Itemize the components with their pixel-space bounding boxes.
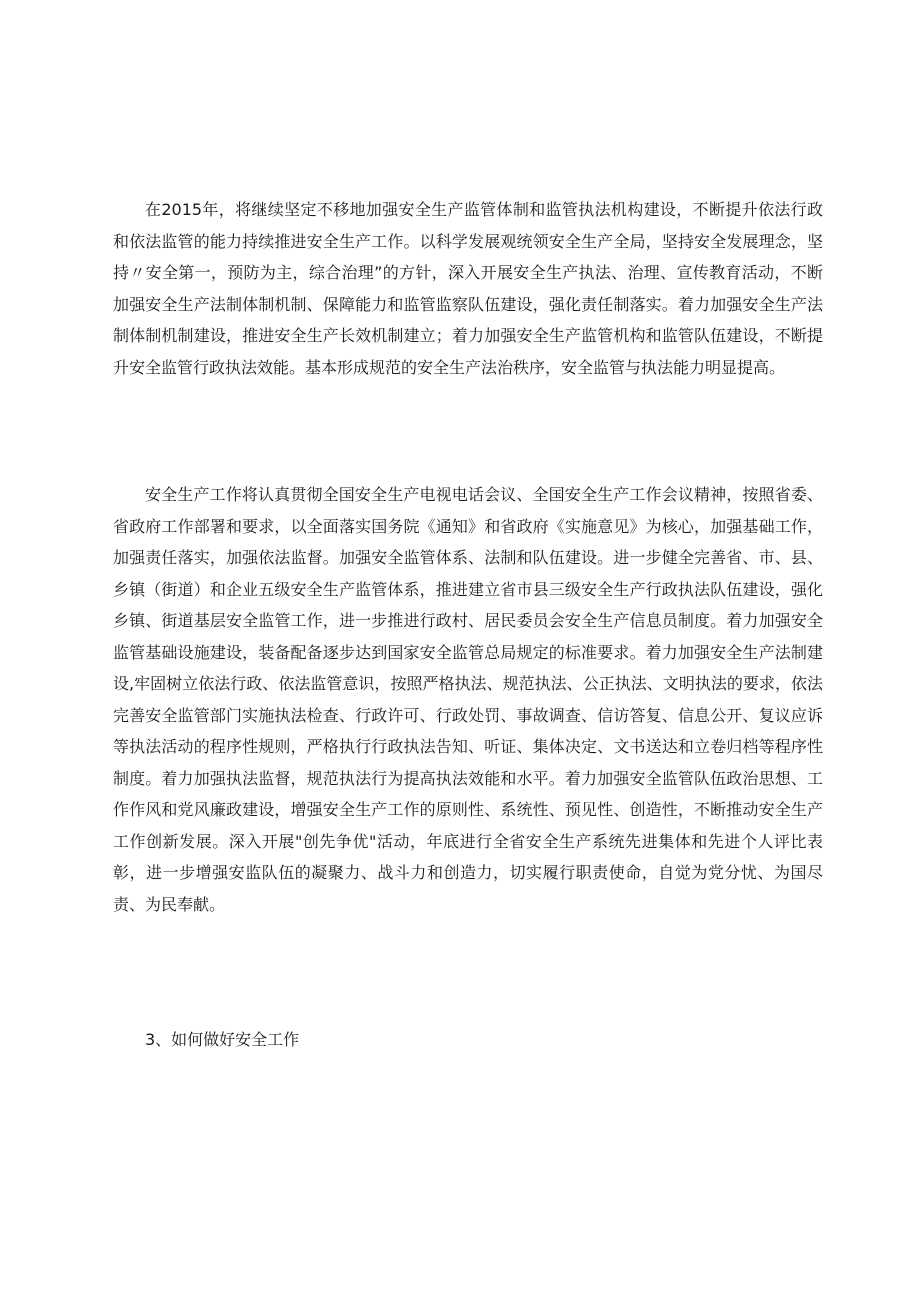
paragraph-2015-plan: 在2015年，将继续坚定不移地加强安全生产监管体制和监管执法机构建设，不断提升依法行政和依法监管的能力持续推进安全生产工作。以科学发展观统领安全生产全局，坚持安全发展理念，坚持〃安全第一，预防为主，综合治理”的方针，深入开展安全生产执法、治理、宣传教育活动，不断加强安全生产法制体制机制、保障能力和监管监察队伍建设，强化责任制落实。着力加强安全生产法制体制机制建设，推进安全生产长效机制建立；着力加强安全生产监管机构和监管队伍建设，不断提升安全监管行政执法效能。基本形成规范的安全生产法治秩序，安全监管与执法能力明显提高。 [113, 200, 823, 377]
paragraph-safety-work: 安全生产工作将认真贯彻全国安全生产电视电话会议、全国安全生产工作会议精神，按照省委、省政府工作部署和要求，以全面落实国务院《通知》和省政府《实施意见》为核心，加强基础工作，加强责任落实，加强依法监督。加强安全监管体系、法制和队伍建设。进一步健全完善省、市、县、乡镇（街道）和企业五级安全生产监管体系，推进建立省市县三级安全生产行政执法队伍建设，强化乡镇、街道基层安全监管工作，进一步推进行政村、居民委员会安全生产信息员制度。着力加强安全监管基础设施建设，装备配备逐步达到国家安全监管总局规定的标准要求。着力加强安全生产法制建设,牢固树立依法行政、依法监管意识，按照严格执法、规范执法、公正执法、文明执法的要求，依法完善安全监管部门实施执法检查、行政许可、行政处罚、事故调查、信访答复、信息公开、复议应诉等执法活动的程序性规则，严格执行行政执法告知、听证、集体决定、文书送达和立卷归档等程序性制度。着力加强执法监督，规范执法行为提高执法效能和水平。着力加强安全监管队伍政治思想、工作作风和党风廉政建设，增强安全生产工作的原则性、系统性、预见性、创造性，不断推动安全生产工作创新发展。深入开展"创先争优"活动，年底进行全省安全生产系统先进集体和先进个人评比表彰，进一步增强安监队伍的凝聚力、战斗力和创造力，切实履行职责使命，自觉为党分忧、为国尽责、为民奉献。 [113, 485, 823, 914]
section-heading: 3、如何做好安全工作 [145, 1030, 300, 1049]
